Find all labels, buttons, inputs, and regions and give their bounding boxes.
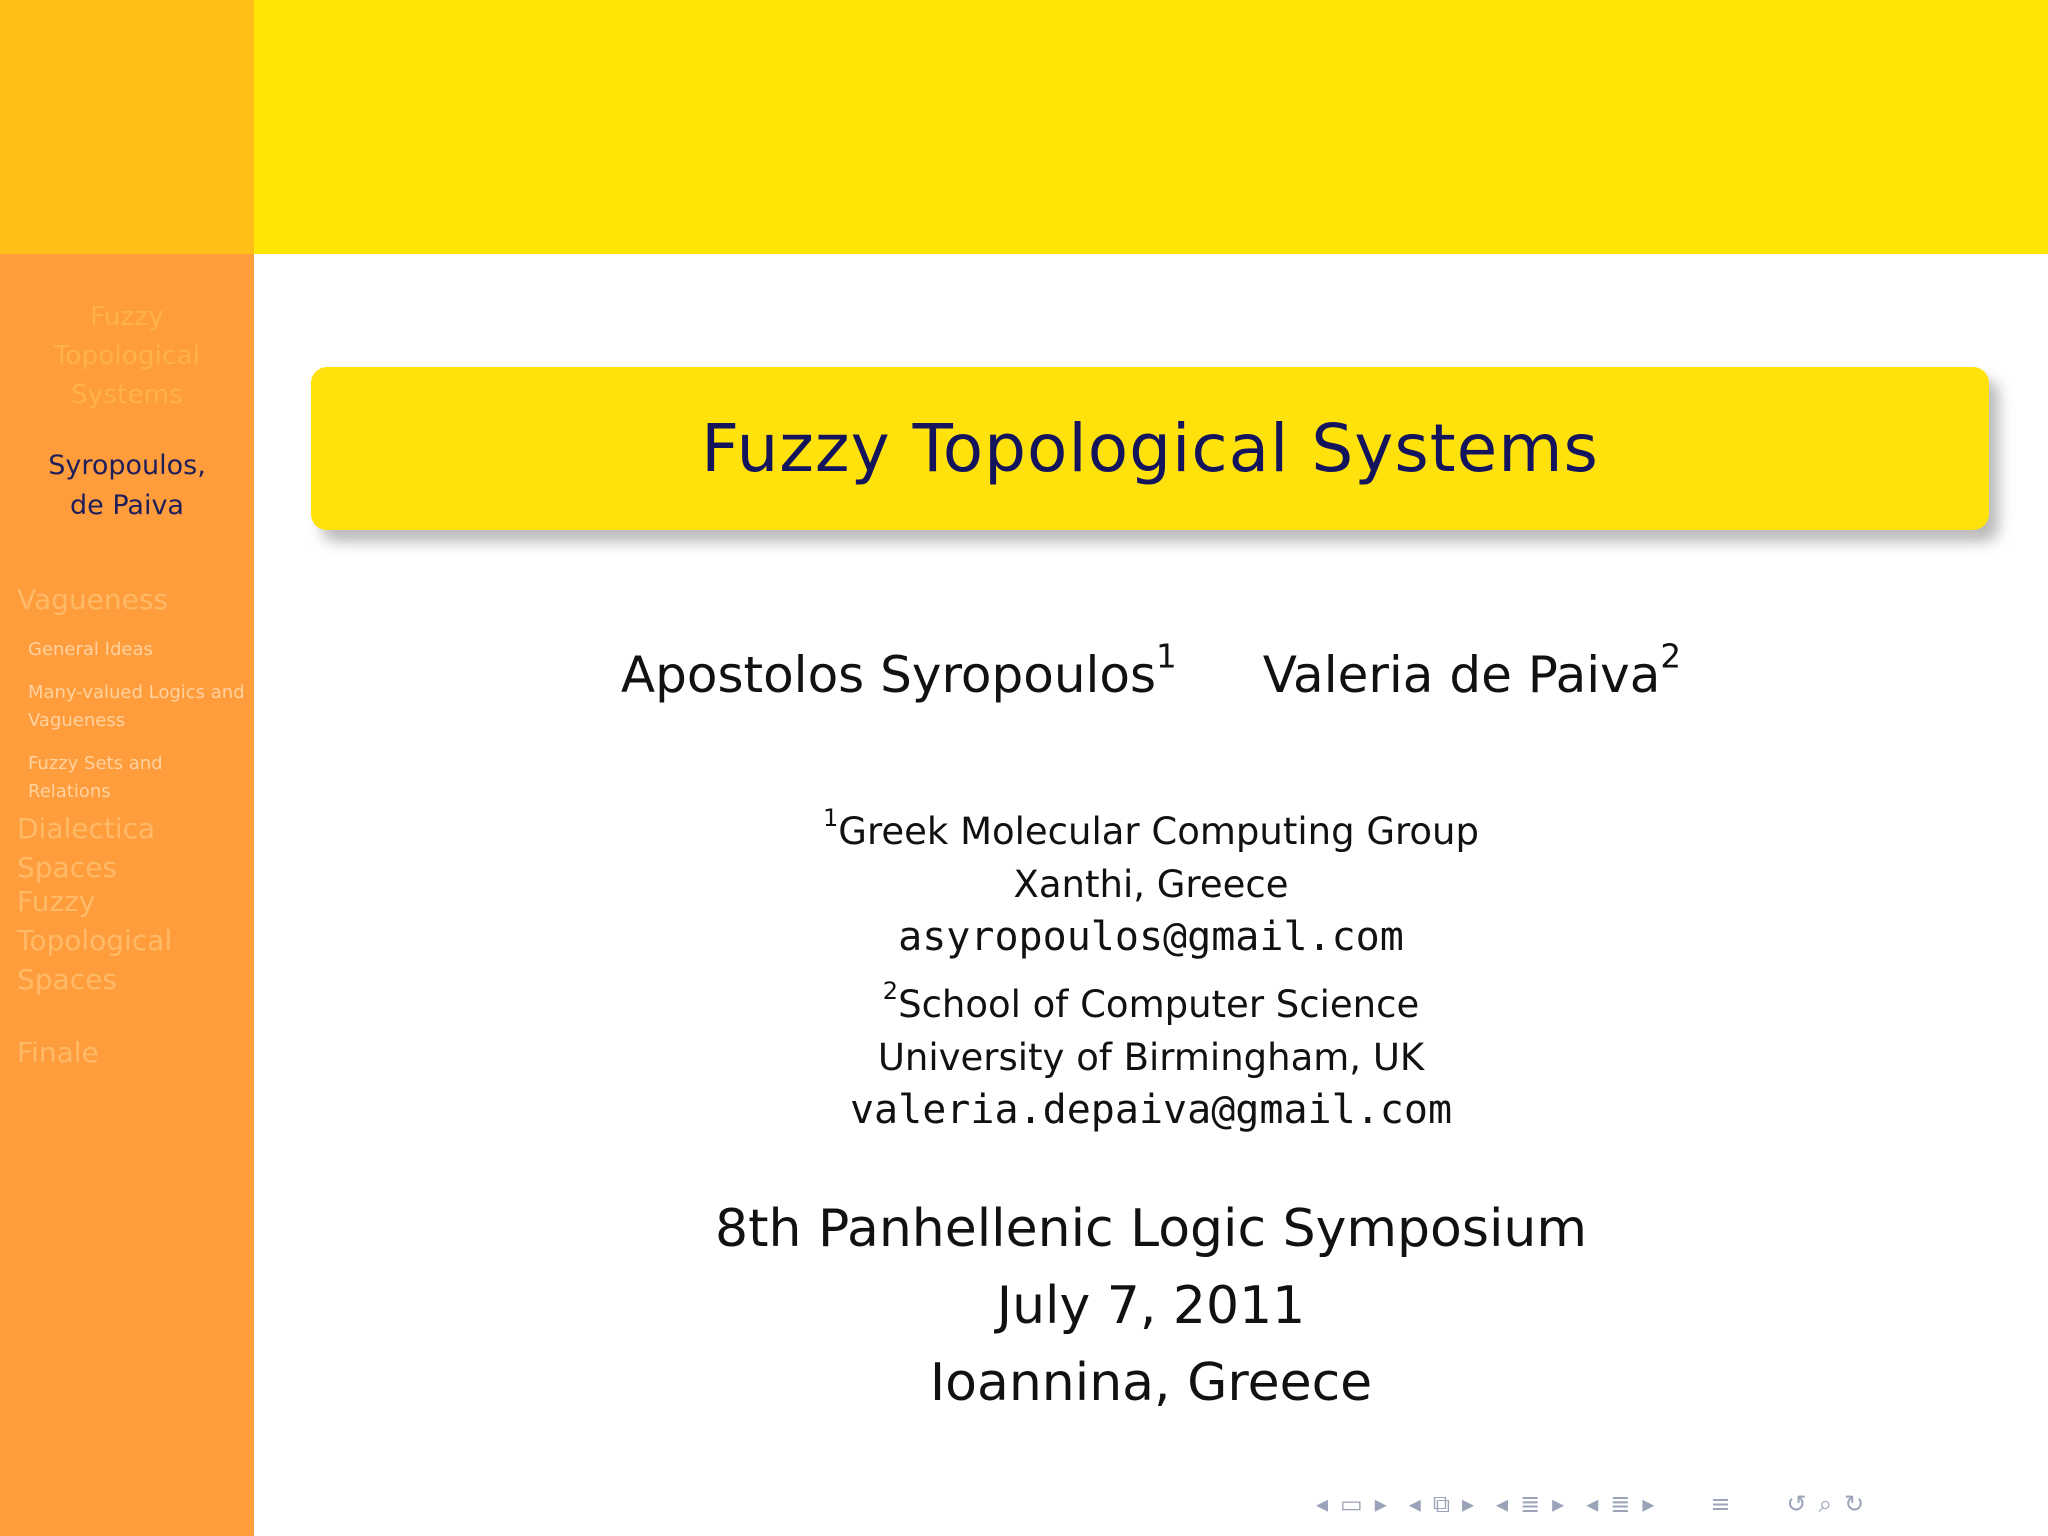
- arrow-right-icon[interactable]: ▸: [1461, 1490, 1475, 1518]
- authors-line: [254, 637, 2048, 710]
- affiliation-org: School of Computer Science: [898, 983, 1420, 1026]
- author-name: Valeria de Paiva: [1262, 646, 1661, 704]
- sidebar-section-finale[interactable]: Finale: [17, 1036, 99, 1069]
- arrow-left-icon[interactable]: ◂: [1496, 1490, 1509, 1518]
- arrow-left-icon[interactable]: ◂: [1586, 1490, 1599, 1518]
- affiliation-1: [254, 805, 2048, 964]
- affiliation-org: Greek Molecular Computing Group: [838, 810, 1479, 853]
- sidebar-authors: [0, 446, 254, 526]
- author-mark: 2: [1660, 637, 1682, 676]
- section-icon[interactable]: ≣: [1520, 1490, 1541, 1518]
- affiliation-mark: 1: [822, 803, 839, 832]
- slide-title-box: [311, 367, 1989, 530]
- subsection-icon[interactable]: ⧉: [1432, 1490, 1450, 1518]
- sidebar: [0, 0, 254, 1536]
- affiliation-email[interactable]: valeria.depaiva@gmail.com: [849, 1087, 1453, 1133]
- affiliation-place: Xanthi, Greece: [1013, 863, 1289, 906]
- arrow-right-icon[interactable]: ▸: [1552, 1490, 1565, 1518]
- affiliation-mark: 2: [882, 976, 899, 1005]
- author-mark: 1: [1156, 637, 1177, 676]
- sidebar-title-line: Systems: [71, 380, 183, 410]
- slide-title: Fuzzy Topological Systems: [701, 410, 1599, 487]
- affiliation-place: University of Birmingham, UK: [877, 1036, 1425, 1079]
- navigation-bar: [1316, 1487, 2036, 1521]
- sidebar-section-fuzzy-topological-spaces[interactable]: Fuzzy Topological Spaces: [17, 885, 173, 996]
- sidebar-subsection-general-ideas[interactable]: General Ideas: [28, 639, 153, 660]
- event-name: 8th Panhellenic Logic Symposium: [714, 1199, 1587, 1259]
- document-icon[interactable]: ≣: [1610, 1490, 1631, 1518]
- sidebar-authors-line: Syropoulos,: [48, 450, 206, 481]
- arrow-left-icon[interactable]: ◂: [1408, 1490, 1421, 1518]
- redo-icon[interactable]: ↻: [1844, 1490, 1865, 1518]
- arrow-right-icon[interactable]: ▸: [1642, 1490, 1655, 1518]
- sidebar-section-vagueness[interactable]: Vagueness: [17, 583, 169, 616]
- frame-icon[interactable]: ▭: [1340, 1490, 1363, 1518]
- header-band: [254, 0, 2048, 254]
- sidebar-subsection-fuzzy-sets[interactable]: Fuzzy Sets and Relations: [28, 753, 163, 802]
- sidebar-section-dialectica-spaces[interactable]: Dialectica Spaces: [17, 812, 156, 884]
- event-block: [254, 1191, 2048, 1422]
- sidebar-title-line: Fuzzy: [90, 302, 164, 332]
- sidebar-subsection-many-valued-logics[interactable]: Many-valued Logics and Vagueness: [28, 682, 245, 731]
- arrow-left-icon[interactable]: ◂: [1316, 1490, 1329, 1518]
- author-name: Apostolos Syropoulos: [620, 646, 1157, 704]
- sidebar-header-block: [0, 0, 254, 254]
- affiliation-2: [254, 978, 2048, 1137]
- affiliation-email[interactable]: asyropoulos@gmail.com: [898, 914, 1404, 960]
- sidebar-title-line: Topological: [53, 341, 201, 371]
- event-location: Ioannina, Greece: [929, 1353, 1373, 1413]
- align-icon[interactable]: ≡: [1710, 1490, 1731, 1518]
- sidebar-authors-line: de Paiva: [70, 490, 184, 521]
- search-icon[interactable]: ⌕: [1818, 1490, 1833, 1518]
- arrow-right-icon[interactable]: ▸: [1374, 1490, 1387, 1518]
- undo-icon[interactable]: ↺: [1786, 1490, 1807, 1518]
- sidebar-title[interactable]: [0, 298, 254, 415]
- event-date: July 7, 2011: [996, 1276, 1306, 1336]
